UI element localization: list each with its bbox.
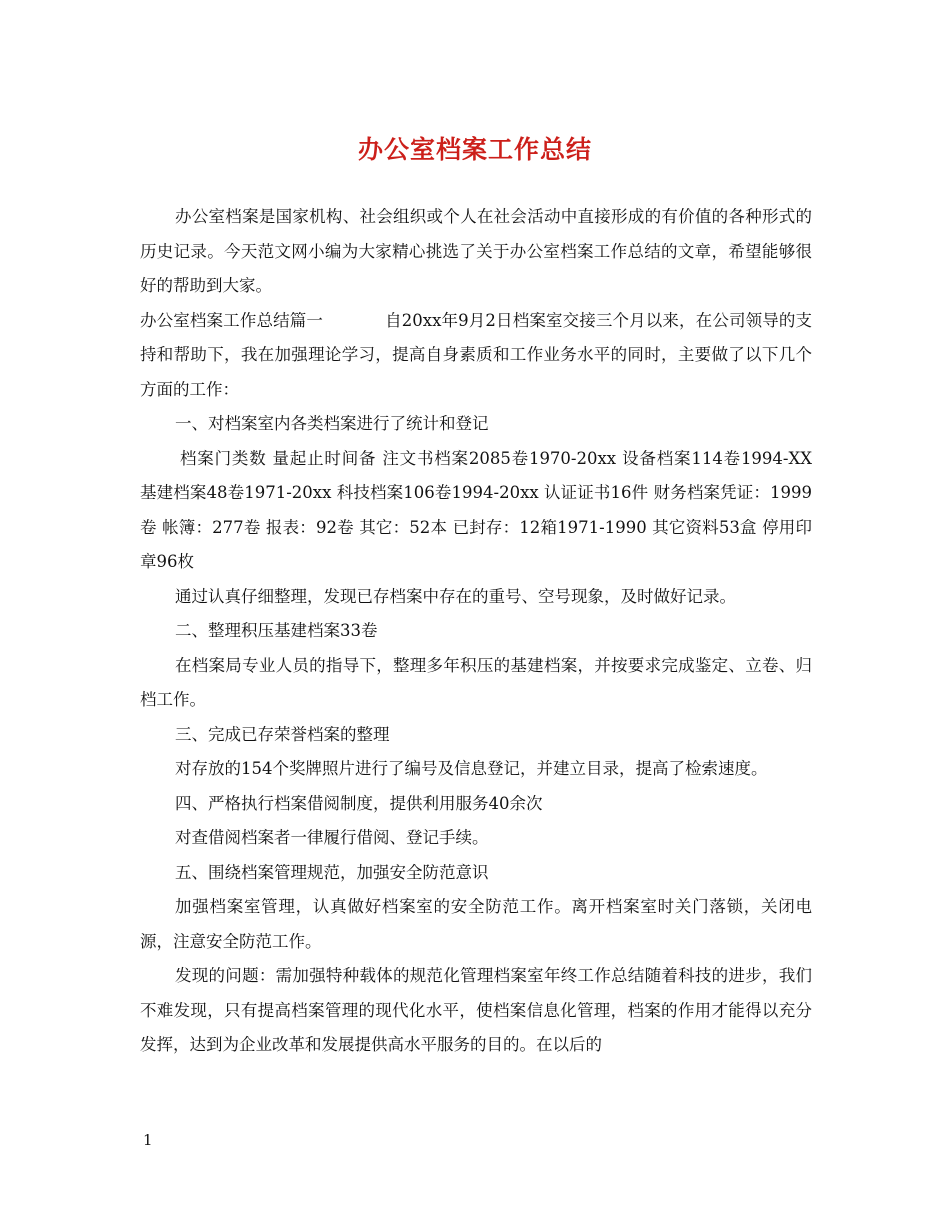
inventory-paragraph: 档案门类数 量起止时间备 注文书档案2085卷1970-20xx 设备档案114卷1994-XX 基建档案48卷1971-20xx 科技档案106卷1994-20xx 认证证书16件 财务档案凭证：1999卷 帐簿：277卷 报表：92卷 其它：52本 已封存：12箱1971-1990 其它资料53盒 停用印章96枚 — [140, 448, 812, 571]
section-heading-paragraph — [140, 304, 812, 408]
section-label: 办公室档案工作总结篇一 — [140, 310, 323, 330]
document-title: 办公室档案工作总结 — [357, 135, 592, 164]
paragraph-problems: 发现的问题：需加强特种载体的规范化管理档案室年终工作总结随着科技的进步，我们不难发现，只有提高档案管理的现代化水平，使档案信息化管理，档案的作用才能得以充分发挥，达到为企业改革和发展提供高水平服务的目的。在以后的 — [140, 966, 812, 1054]
section-intro: 自20xx年9月2日档案室交接三个月以来，在公司领导的支持和帮助下，我在加强理论学习，提高自身素质和工作业务水平的同时，主要做了以下几个方面的工作： — [140, 310, 812, 399]
page-number: 1 — [143, 1131, 153, 1149]
item-heading-1: 一、对档案室内各类档案进行了统计和登记 — [175, 414, 489, 433]
item-heading-2: 二、整理积压基建档案33卷 — [175, 621, 378, 640]
paragraph-borrowing: 对查借阅档案者一律履行借阅、登记手续。 — [175, 828, 489, 847]
paragraph-records: 通过认真仔细整理，发现已存档案中存在的重号、空号现象，及时做好记录。 — [175, 586, 736, 606]
document-body — [140, 200, 812, 1063]
paragraph-infrastructure: 在档案局专业人员的指导下，整理多年积压的基建档案，并按要求完成鉴定、立卷、归档工作。 — [140, 655, 812, 709]
paragraph-honors: 对存放的154个奖牌照片进行了编号及信息登记，并建立目录，提高了检索速度。 — [175, 759, 768, 778]
item-heading-4: 四、严格执行档案借阅制度，提供利用服务40余次 — [175, 793, 543, 813]
item-heading-5: 五、围绕档案管理规范，加强安全防范意识 — [175, 862, 489, 882]
paragraph-security: 加强档案室管理，认真做好档案室的安全防范工作。离开档案室时关门落锁，关闭电源，注意安全防范工作。 — [140, 897, 812, 951]
intro-paragraph: 办公室档案是国家机构、社会组织或个人在社会活动中直接形成的有价值的各种形式的历史记录。今天范文网小编为大家精心挑选了关于办公室档案工作总结的文章，希望能够很好的帮助到大家。 — [140, 207, 812, 295]
item-heading-3: 三、完成已存荣誉档案的整理 — [175, 724, 390, 744]
